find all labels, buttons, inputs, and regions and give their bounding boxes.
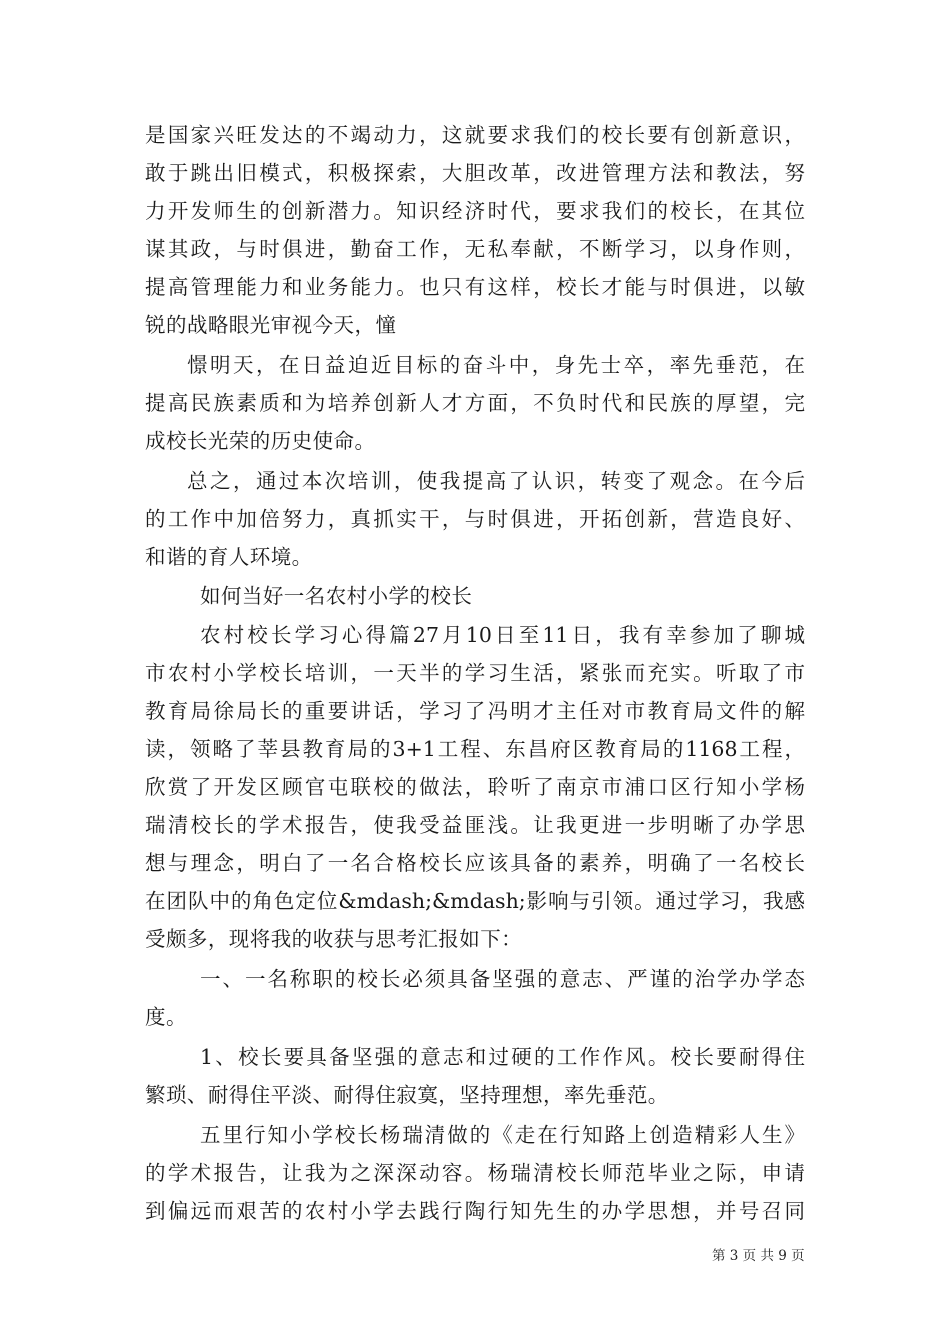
text-line: 的工作中加倍努力，真抓实干，与时俱进，开拓创新，营造良好、	[145, 507, 805, 531]
text-line: 瑞清校长的学术报告，使我受益匪浅。让我更进一步明晰了办学思	[145, 813, 805, 837]
text-line: 锐的战略眼光审视今天，憧	[145, 313, 397, 337]
text-line: 五里行知小学校长杨瑞清做的《走在行知路上创造精彩人生》	[200, 1123, 805, 1147]
text-line: 在团队中的角色定位&mdash;&mdash;影响与引领。通过学习，我感	[145, 889, 805, 913]
page-number: 第 3 页 共 9 页	[712, 1248, 805, 1264]
text-line: 的学术报告，让我为之深深动容。杨瑞清校长师范毕业之际，申请	[145, 1161, 805, 1185]
text-line: 一、一名称职的校长必须具备坚强的意志、严谨的治学办学态	[200, 967, 805, 991]
text-line: 敢于跳出旧模式，积极探索，大胆改革，改进管理方法和教法，努	[145, 161, 805, 185]
text-line: 繁琐、耐得住平淡、耐得住寂寞，坚持理想，率先垂范。	[145, 1083, 669, 1107]
text-line: 提高管理能力和业务能力。也只有这样，校长才能与时俱进，以敏	[145, 275, 805, 299]
text-line: 想与理念，明白了一名合格校长应该具备的素养，明确了一名校长	[145, 851, 805, 875]
text-line: 欣赏了开发区顾官屯联校的做法，聆听了南京市浦口区行知小学杨	[145, 775, 805, 799]
text-line: 成校长光荣的历史使命。	[145, 429, 376, 453]
text-line: 农村校长学习心得篇27月10日至11日，我有幸参加了聊城	[200, 623, 805, 647]
text-line: 教育局徐局长的重要讲话，学习了冯明才主任对市教育局文件的解	[145, 699, 805, 723]
text-line: 到偏远而艰苦的农村小学去践行陶行知先生的办学思想，并号召同	[145, 1199, 805, 1223]
text-line: 和谐的育人环境。	[145, 545, 313, 569]
text-line: 力开发师生的创新潜力。知识经济时代，要求我们的校长，在其位	[145, 199, 805, 223]
text-line: 总之，通过本次培训，使我提高了认识，转变了观念。在今后	[187, 469, 805, 493]
text-line: 谋其政，与时俱进，勤奋工作，无私奉献，不断学习，以身作则，	[145, 237, 805, 261]
text-line: 1、校长要具备坚强的意志和过硬的工作作风。校长要耐得住	[200, 1045, 805, 1069]
text-line: 读，领略了莘县教育局的3+1工程、东昌府区教育局的1168工程，	[145, 737, 805, 761]
text-line: 是国家兴旺发达的不竭动力，这就要求我们的校长要有创新意识，	[145, 123, 805, 147]
text-line: 受颇多，现将我的收获与思考汇报如下：	[145, 927, 523, 951]
section-heading: 如何当好一名农村小学的校长	[200, 584, 473, 608]
text-line: 憬明天，在日益迫近目标的奋斗中，身先士卒，率先垂范，在	[187, 353, 805, 377]
text-line: 度。	[145, 1005, 187, 1029]
text-line: 提高民族素质和为培养创新人才方面，不负时代和民族的厚望，完	[145, 391, 805, 415]
text-line: 市农村小学校长培训，一天半的学习生活，紧张而充实。听取了市	[145, 661, 805, 685]
